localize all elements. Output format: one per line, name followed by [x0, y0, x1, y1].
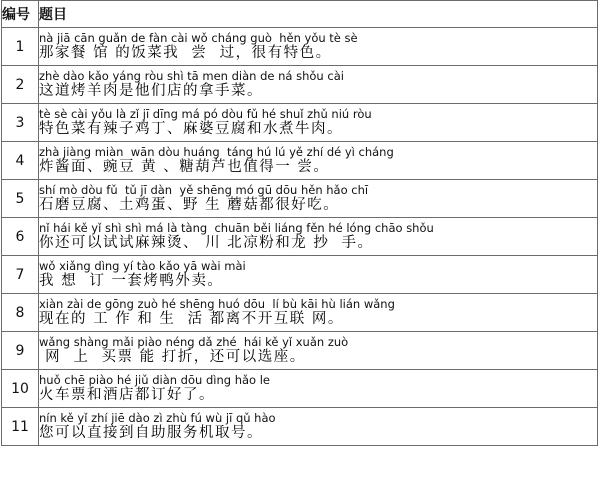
table-row	[2, 294, 598, 332]
row-topic	[39, 66, 598, 104]
pinyin-line: huǒ chē piào hé jiǔ diàn dōu dìng hǎo le	[39, 373, 270, 387]
row-number: 4	[2, 142, 39, 180]
hanzi-sentence: 特色菜有辣子鸡丁、麻婆豆腐和水煮牛肉。	[39, 121, 343, 137]
pinyin-line: nín kě yǐ zhí jiē dào zì zhù fú wù jī qǔ hào	[39, 411, 276, 425]
row-number: 9	[2, 332, 39, 370]
table-row	[2, 28, 598, 66]
number-column-header: 编号	[2, 1, 39, 28]
pinyin-line: shí mò dòu fǔ tǔ jī dàn yě shēng mó gū dōu hěn hǎo chī	[39, 183, 369, 197]
header-row	[2, 1, 598, 28]
table-row	[2, 66, 598, 104]
row-topic	[39, 332, 598, 370]
row-number: 8	[2, 294, 39, 332]
row-topic	[39, 28, 598, 66]
hanzi-sentence: 网 上 买票 能 打折，还可以选座。	[39, 349, 306, 365]
table-row	[2, 104, 598, 142]
pinyin-line: wǎng shàng mǎi piào néng dǎ zhé hái kě yǐ xuǎn zuò	[39, 335, 349, 349]
row-number: 6	[2, 218, 39, 256]
row-number: 11	[2, 408, 39, 446]
topic-column-header: 题目	[39, 1, 598, 28]
hanzi-sentence: 火车票和酒店都订好了。	[39, 387, 215, 403]
row-topic	[39, 180, 598, 218]
hanzi-sentence: 炸酱面、豌豆 黄 、糖葫芦也值得一 尝。	[39, 159, 330, 175]
row-topic	[39, 104, 598, 142]
hanzi-sentence: 现在的 工 作 和 生 活 都离不开互联 网。	[39, 311, 344, 327]
hanzi-sentence: 你还可以试试麻辣烫、 川 北凉粉和龙 抄 手。	[39, 235, 374, 251]
row-number: 7	[2, 256, 39, 294]
row-topic	[39, 408, 598, 446]
pinyin-line: nǐ hái kě yǐ shì shì má là tàng chuān běi liáng fěn hé lóng chāo shǒu	[39, 221, 434, 235]
question-table	[1, 0, 598, 446]
row-number: 5	[2, 180, 39, 218]
hanzi-sentence: 这道烤羊肉是他们店的拿手菜。	[39, 83, 263, 99]
row-number: 1	[2, 28, 39, 66]
hanzi-sentence: 那家餐 馆 的饭菜我 尝 过，很有特色。	[39, 45, 332, 61]
hanzi-sentence: 您可以直接到自助服务机取号。	[39, 425, 263, 441]
row-number: 3	[2, 104, 39, 142]
table-row	[2, 370, 598, 408]
table-row	[2, 256, 598, 294]
pinyin-line: nà jiā cān guǎn de fàn cài wǒ cháng guò hěn yǒu tè sè	[39, 31, 358, 45]
hanzi-sentence: 石磨豆腐、土鸡蛋、野 生 蘑菇都很好吃。	[39, 197, 340, 213]
pinyin-line: tè sè cài yǒu là zǐ jī dīng má pó dòu fǔ hé shuǐ zhǔ niú ròu	[39, 107, 372, 121]
row-number: 2	[2, 66, 39, 104]
table-row	[2, 180, 598, 218]
row-topic	[39, 294, 598, 332]
pinyin-line: zhà jiàng miàn wān dòu huáng táng hú lú yě zhí dé yì cháng	[39, 145, 394, 159]
table-row	[2, 332, 598, 370]
pinyin-line: wǒ xiǎng dìng yí tào kǎo yā wài mài	[39, 259, 246, 273]
pinyin-line: zhè dào kǎo yáng ròu shì tā men diàn de ná shǒu cài	[39, 69, 344, 83]
row-topic	[39, 256, 598, 294]
row-topic	[39, 218, 598, 256]
row-number: 10	[2, 370, 39, 408]
pinyin-line: xiàn zài de gōng zuò hé shēng huó dōu lí bù kāi hù lián wǎng	[39, 297, 395, 311]
row-topic	[39, 370, 598, 408]
table-row	[2, 408, 598, 446]
hanzi-sentence: 我 想 订 一套烤鸭外卖。	[39, 273, 224, 289]
table-row	[2, 218, 598, 256]
table-row	[2, 142, 598, 180]
row-topic	[39, 142, 598, 180]
